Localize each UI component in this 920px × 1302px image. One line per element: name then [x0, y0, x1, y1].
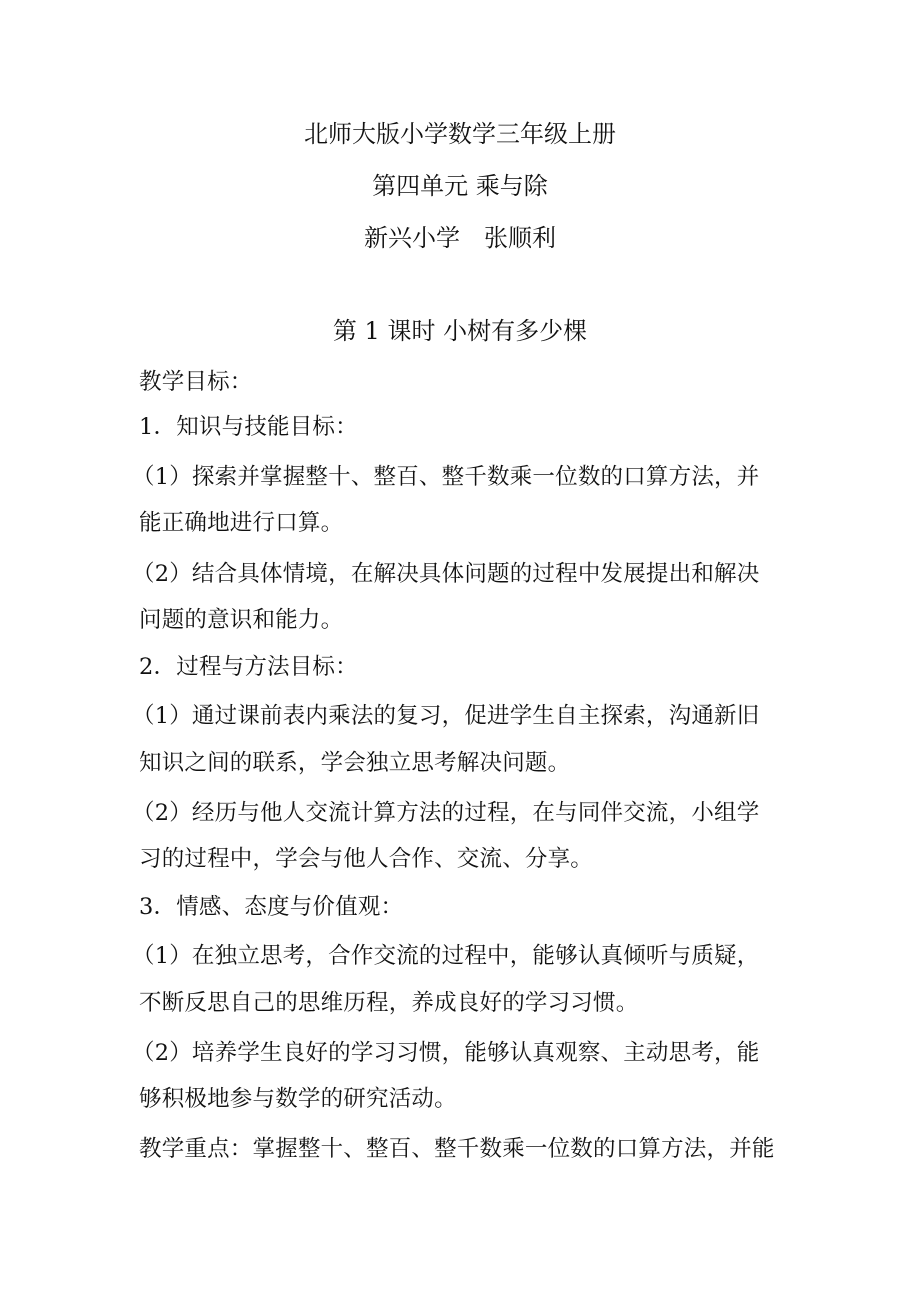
paragraph-line: （2）结合具体情境，在解决具体问题的过程中发展提出和解决: [132, 561, 760, 587]
paragraph-line: （2）培养学生良好的学习习惯，能够认真观察、主动思考，能: [132, 1040, 760, 1066]
lesson-title: 第 1 课时 小树有多少棵: [332, 317, 588, 345]
objective-heading-knowledge: 1．知识与技能目标：: [139, 414, 358, 440]
paragraph-line: 够积极地参与数学的研究活动。: [139, 1086, 457, 1112]
paragraph-line: 能正确地进行口算。: [139, 510, 344, 536]
paragraph-line: 知识之间的联系，学会独立思考解决问题。: [139, 750, 571, 776]
paragraph-line: 习的过程中，学会与他人合作、交流、分享。: [139, 846, 594, 872]
paragraph-line: （2）经历与他人交流计算方法的过程，在与同伴交流，小组学: [132, 800, 760, 826]
teaching-focus-line: 教学重点：掌握整十、整百、整千数乘一位数的口算方法，并能: [139, 1136, 775, 1162]
unit-title: 第四单元 乘与除: [372, 172, 548, 200]
author-line: 新兴小学 张顺利: [364, 224, 556, 252]
objective-heading-process: 2．过程与方法目标：: [139, 654, 358, 680]
objective-heading-attitude: 3．情感、态度与价值观：: [139, 894, 404, 920]
section-heading-objectives: 教学目标：: [139, 369, 253, 395]
paragraph-line: （1）在独立思考，合作交流的过程中，能够认真倾听与质疑，: [132, 943, 760, 969]
paragraph-line: 不断反思自己的思维历程，养成良好的学习习惯。: [139, 990, 639, 1016]
paragraph-line: （1）探索并掌握整十、整百、整千数乘一位数的口算方法，并: [132, 464, 760, 490]
paragraph-line: （1）通过课前表内乘法的复习，促进学生自主探索，沟通新旧: [132, 703, 760, 729]
book-title: 北师大版小学数学三年级上册: [304, 120, 616, 148]
paragraph-line: 问题的意识和能力。: [139, 607, 344, 633]
